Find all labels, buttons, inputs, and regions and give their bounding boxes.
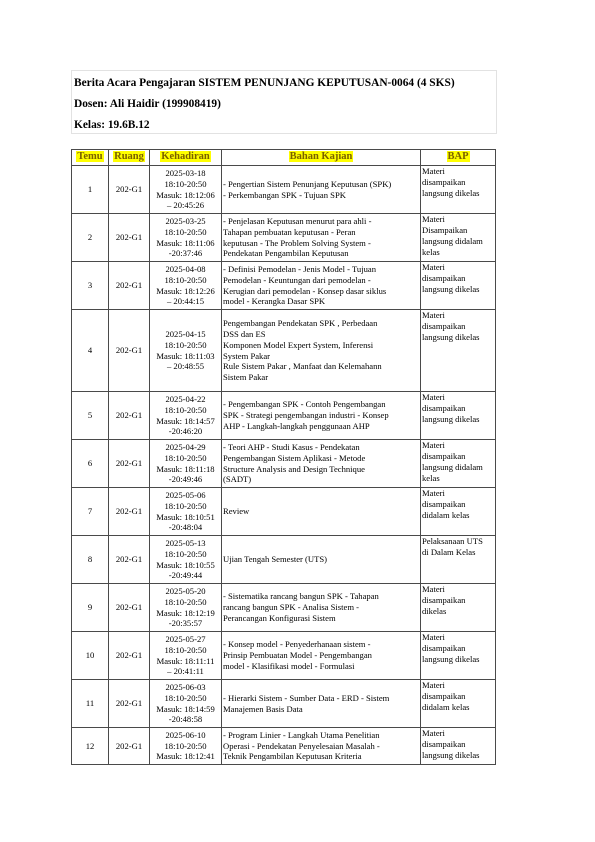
cell-bahan-kajian: [222, 262, 421, 310]
cell-bahan-kajian-line: Teknik Pengambilan Keputusan Kriteria: [223, 751, 362, 762]
cell-bahan-kajian-line: - Konsep model - Penyederhanaan sistem -: [223, 639, 371, 650]
cell-kehadiran-line: Masuk: 18:10:51: [156, 511, 215, 522]
cell-bap-line: Disampaikan: [422, 224, 468, 235]
cell-bahan-kajian: [222, 440, 421, 488]
cell-bap: [421, 632, 496, 680]
cell-kehadiran-line: -20:46:20: [168, 426, 203, 437]
cell-bap-line: Materi: [422, 488, 445, 498]
cell-kehadiran-line: -20:48:58: [168, 714, 203, 725]
cell-temu: 11: [72, 680, 109, 728]
cell-bahan-kajian-line: - Teori AHP - Studi Kasus - Pendekatan: [223, 441, 360, 452]
cell-kehadiran: [150, 536, 222, 584]
document-header: [71, 70, 497, 134]
column-header-kehadiran: Kehadiran: [150, 150, 222, 166]
cell-ruang: 202-G1: [109, 214, 150, 262]
class-info: Kelas: 19.6B.12: [74, 119, 150, 131]
cell-bap-line: disampaikan: [422, 738, 466, 749]
cell-bap-line: disampaikan: [422, 320, 466, 331]
cell-bahan-kajian-line: Tahapan pembuatan keputusan - Peran: [223, 226, 356, 237]
cell-kehadiran-line: -20:37:46: [168, 248, 203, 259]
table-row: [72, 680, 496, 728]
cell-ruang: 202-G1: [109, 632, 150, 680]
cell-kehadiran: [150, 728, 222, 765]
cell-bahan-kajian-line: Ujian Tengah Semester (UTS): [223, 554, 328, 565]
cell-bahan-kajian-line: model - Kerangka Dasar SPK: [223, 296, 326, 307]
cell-bap: [421, 166, 496, 214]
cell-kehadiran-line: Masuk: 18:14:59: [156, 703, 215, 714]
cell-kehadiran-line: -20:48:04: [168, 522, 203, 533]
cell-bap-line: Materi: [422, 584, 445, 594]
table-row: [72, 214, 496, 262]
cell-bahan-kajian-line: Sistem Pakar: [223, 372, 269, 383]
cell-bap: [421, 584, 496, 632]
cell-temu: 9: [72, 584, 109, 632]
cell-bahan-kajian-line: - Pengembangan SPK - Contoh Pengembangan: [223, 399, 386, 410]
cell-temu: 2: [72, 214, 109, 262]
cell-ruang: 202-G1: [109, 440, 150, 488]
cell-ruang: 202-G1: [109, 392, 150, 440]
cell-bahan-kajian: [222, 310, 421, 392]
cell-kehadiran-line: 2025-03-25: [165, 215, 206, 226]
table-row: [72, 310, 496, 392]
cell-kehadiran-line: 18:10-20:50: [164, 452, 207, 463]
table-row: [72, 166, 496, 214]
cell-kehadiran-line: Masuk: 18:12:19: [156, 607, 215, 618]
cell-kehadiran: [150, 488, 222, 536]
cell-bap-line: didalam kelas: [422, 701, 470, 712]
cell-ruang: 202-G1: [109, 680, 150, 728]
cell-kehadiran: [150, 680, 222, 728]
cell-kehadiran-line: 2025-05-13: [165, 537, 206, 548]
cell-kehadiran: [150, 584, 222, 632]
table-row: [72, 632, 496, 680]
cell-kehadiran-line: Masuk: 18:14:57: [156, 415, 215, 426]
cell-bahan-kajian: [222, 680, 421, 728]
cell-bahan-kajian: [222, 728, 421, 765]
cell-kehadiran-line: 18:10-20:50: [164, 596, 207, 607]
cell-bahan-kajian: [222, 488, 421, 536]
cell-bap-line: disampaikan: [422, 690, 466, 701]
cell-bahan-kajian-line: System Pakar: [223, 350, 271, 361]
cell-bahan-kajian-line: DSS dan ES: [223, 328, 266, 339]
cell-temu: 6: [72, 440, 109, 488]
cell-kehadiran-line: 2025-06-03: [165, 681, 206, 692]
cell-kehadiran-line: Masuk: 18:11:11: [156, 655, 215, 666]
cell-kehadiran-line: Masuk: 18:11:06: [156, 237, 215, 248]
cell-bahan-kajian-line: - Definisi Pemodelan - Jenis Model - Tujuan: [223, 263, 377, 274]
cell-kehadiran-line: Masuk: 18:11:03: [156, 350, 215, 361]
cell-bahan-kajian: [222, 392, 421, 440]
cell-kehadiran: [150, 262, 222, 310]
cell-bap-line: kelas: [422, 472, 440, 483]
cell-ruang: 202-G1: [109, 166, 150, 214]
cell-bap-line: langsung dikelas: [422, 283, 480, 294]
table-row: [72, 584, 496, 632]
cell-bahan-kajian-line: - Hierarki Sistem - Sumber Data - ERD - Sistem: [223, 692, 390, 703]
cell-kehadiran: [150, 392, 222, 440]
cell-bahan-kajian: [222, 214, 421, 262]
cell-kehadiran-line: 2025-04-08: [165, 263, 206, 274]
column-header-bap: BAP: [421, 150, 496, 166]
cell-bap-line: disampaikan: [422, 642, 466, 653]
cell-temu: 8: [72, 536, 109, 584]
table-row: [72, 262, 496, 310]
cell-kehadiran-line: 18:10-20:50: [164, 692, 207, 703]
cell-kehadiran: [150, 214, 222, 262]
cell-ruang: 202-G1: [109, 262, 150, 310]
cell-kehadiran-line: Masuk: 18:12:06: [156, 189, 215, 200]
cell-bap-line: disampaikan: [422, 402, 466, 413]
cell-bap-line: Materi: [422, 440, 445, 450]
cell-bap-line: langsung didalam: [422, 461, 483, 472]
cell-bap-line: didalam kelas: [422, 509, 470, 520]
cell-bap-line: langsung dikelas: [422, 749, 480, 760]
cell-bap: [421, 680, 496, 728]
cell-bap: [421, 728, 496, 765]
cell-kehadiran-line: 18:10-20:50: [164, 644, 207, 655]
cell-bahan-kajian-line: model - Klasifikasi model - Formulasi: [223, 660, 355, 671]
cell-bahan-kajian-line: AHP - Langkah-langkah penggunaan AHP: [223, 420, 370, 431]
cell-kehadiran-line: 18:10-20:50: [164, 274, 207, 285]
cell-bap-line: langsung didalam: [422, 235, 483, 246]
cell-temu: 10: [72, 632, 109, 680]
cell-kehadiran-line: Masuk: 18:12:41: [156, 751, 215, 762]
cell-bap-line: disampaikan: [422, 176, 466, 187]
cell-bahan-kajian-line: Pendekatan Pengambilan Keputusan: [223, 248, 349, 259]
table-row: [72, 728, 496, 765]
cell-kehadiran-line: 18:10-20:50: [164, 404, 207, 415]
cell-bap-line: Materi: [422, 262, 445, 272]
cell-bap-line: langsung dikelas: [422, 331, 480, 342]
cell-bahan-kajian-line: Manajemen Basis Data: [223, 703, 303, 714]
cell-kehadiran-line: 18:10-20:50: [164, 178, 207, 189]
cell-kehadiran-line: 18:10-20:50: [164, 339, 207, 350]
cell-bahan-kajian-line: - Perkembangan SPK - Tujuan SPK: [223, 189, 346, 200]
cell-bahan-kajian-line: Rule Sistem Pakar , Manfaat dan Kelemahann: [223, 361, 382, 372]
cell-kehadiran: [150, 440, 222, 488]
cell-ruang: 202-G1: [109, 584, 150, 632]
cell-bahan-kajian-line: - Penjelasan Keputusan menurut para ahli -: [223, 215, 372, 226]
cell-bap-line: Materi: [422, 392, 445, 402]
cell-bahan-kajian-line: Operasi - Pendekatan Penyelesaian Masalah -: [223, 740, 380, 751]
cell-bap: [421, 392, 496, 440]
cell-bap-line: Pelaksanaan UTS: [422, 536, 483, 546]
table-row: [72, 392, 496, 440]
cell-temu: 7: [72, 488, 109, 536]
cell-kehadiran-line: Masuk: 18:12:26: [156, 285, 215, 296]
cell-bahan-kajian-line: Review: [223, 506, 250, 517]
cell-bap-line: disampaikan: [422, 272, 466, 283]
cell-bahan-kajian-line: rancang bangun SPK - Analisa Sistem -: [223, 602, 360, 613]
cell-ruang: 202-G1: [109, 728, 150, 765]
cell-ruang: 202-G1: [109, 310, 150, 392]
table-row: [72, 488, 496, 536]
cell-kehadiran-line: -20:35:57: [168, 618, 203, 629]
cell-kehadiran-line: 18:10-20:50: [164, 500, 207, 511]
cell-bahan-kajian-line: Kerugian dari pemodelan - Konsep dasar siklus: [223, 285, 387, 296]
cell-kehadiran-line: – 20:44:15: [166, 296, 204, 307]
cell-bap: [421, 440, 496, 488]
cell-temu: 12: [72, 728, 109, 765]
cell-bahan-kajian-line: Komponen Model Expert System, Inferensi: [223, 339, 374, 350]
cell-temu: 5: [72, 392, 109, 440]
cell-ruang: 202-G1: [109, 536, 150, 584]
cell-bap: [421, 262, 496, 310]
cell-bahan-kajian: [222, 584, 421, 632]
cell-kehadiran-line: -20:49:46: [168, 474, 203, 485]
cell-kehadiran-line: 18:10-20:50: [164, 226, 207, 237]
cell-kehadiran-line: – 20:41:11: [167, 666, 204, 677]
cell-kehadiran-line: 2025-04-29: [165, 441, 206, 452]
cell-bap-line: Materi: [422, 214, 445, 224]
cell-bahan-kajian-line: Perancangan Konfigurasi Sistem: [223, 612, 336, 623]
cell-temu: 1: [72, 166, 109, 214]
cell-temu: 3: [72, 262, 109, 310]
cell-kehadiran-line: Masuk: 18:11:18: [156, 463, 215, 474]
cell-bahan-kajian-line: - Sistematika rancang bangun SPK - Tahapan: [223, 591, 379, 602]
cell-bap-line: Materi: [422, 166, 445, 176]
cell-bahan-kajian-line: SPK - Strategi pengembangan industri - Konsep: [223, 410, 389, 421]
cell-kehadiran-line: Masuk: 18:10:55: [156, 559, 215, 570]
cell-bahan-kajian-line: - Program Linier - Langkah Utama Penelitian: [223, 729, 380, 740]
table-row: [72, 536, 496, 584]
cell-bap-line: kelas: [422, 246, 440, 257]
cell-kehadiran: [150, 166, 222, 214]
cell-bap: [421, 488, 496, 536]
cell-kehadiran-line: – 20:45:26: [166, 200, 204, 211]
column-header-temu: Temu: [72, 150, 109, 166]
cell-ruang: 202-G1: [109, 488, 150, 536]
cell-bap: [421, 214, 496, 262]
cell-bahan-kajian-line: Prinsip Pembuatan Model - Pengembangan: [223, 650, 372, 661]
cell-bap: [421, 536, 496, 584]
cell-bap-line: Materi: [422, 728, 445, 738]
table-header-row: [72, 150, 496, 166]
cell-bahan-kajian-line: (SADT): [223, 474, 252, 485]
cell-bap-line: langsung dikelas: [422, 653, 480, 664]
cell-kehadiran-line: 18:10-20:50: [164, 740, 207, 751]
cell-kehadiran-line: 2025-05-20: [165, 585, 206, 596]
cell-bahan-kajian-line: Pengembangan Pendekatan SPK , Perbedaan: [223, 317, 378, 328]
cell-kehadiran-line: 2025-05-27: [165, 633, 206, 644]
cell-bahan-kajian-line: - Pengertian Sistem Penunjang Keputusan (SPK): [223, 178, 392, 189]
cell-kehadiran-line: 2025-05-06: [165, 489, 206, 500]
cell-bap-line: Materi: [422, 632, 445, 642]
cell-bahan-kajian: [222, 536, 421, 584]
cell-kehadiran-line: 2025-03-18: [165, 167, 206, 178]
cell-bap-line: dikelas: [422, 605, 447, 616]
cell-kehadiran-line: 2025-04-22: [165, 393, 206, 404]
cell-bap-line: langsung dikelas: [422, 187, 480, 198]
cell-kehadiran-line: 2025-04-15: [165, 328, 206, 339]
cell-kehadiran-line: 2025-06-10: [165, 729, 206, 740]
cell-bap-line: disampaikan: [422, 498, 466, 509]
lecturer-info: Dosen: Ali Haidir (199908419): [74, 98, 221, 110]
cell-bap-line: disampaikan: [422, 594, 466, 605]
column-header-bahan-kajian: Bahan Kajian: [222, 150, 421, 166]
cell-bap-line: disampaikan: [422, 450, 466, 461]
cell-bahan-kajian: [222, 166, 421, 214]
cell-bap-line: Materi: [422, 680, 445, 690]
cell-kehadiran-line: -20:49:44: [168, 570, 203, 581]
cell-kehadiran: [150, 632, 222, 680]
cell-kehadiran-line: 18:10-20:50: [164, 548, 207, 559]
table-row: [72, 440, 496, 488]
document-title: Berita Acara Pengajaran SISTEM PENUNJANG KEPUTUSAN-0064 (4 SKS): [74, 77, 455, 89]
cell-bahan-kajian-line: Pemodelan - Keuntungan dari pemodelan -: [223, 274, 371, 285]
cell-bahan-kajian-line: Structure Analysis and Design Technique: [223, 463, 365, 474]
cell-temu: 4: [72, 310, 109, 392]
column-header-ruang: Ruang: [109, 150, 150, 166]
cell-bahan-kajian-line: Pengembangan Sistem Aplikasi - Metode: [223, 452, 366, 463]
cell-bap-line: Materi: [422, 310, 445, 320]
cell-kehadiran-line: – 20:48:55: [166, 361, 204, 372]
cell-bap-line: di Dalam Kelas: [422, 546, 476, 557]
cell-bap-line: langsung dikelas: [422, 413, 480, 424]
cell-kehadiran: [150, 310, 222, 392]
cell-bahan-kajian-line: keputusan - The Problem Solving System -: [223, 237, 371, 248]
cell-bap: [421, 310, 496, 392]
cell-bahan-kajian: [222, 632, 421, 680]
teaching-report-table: [71, 149, 496, 765]
